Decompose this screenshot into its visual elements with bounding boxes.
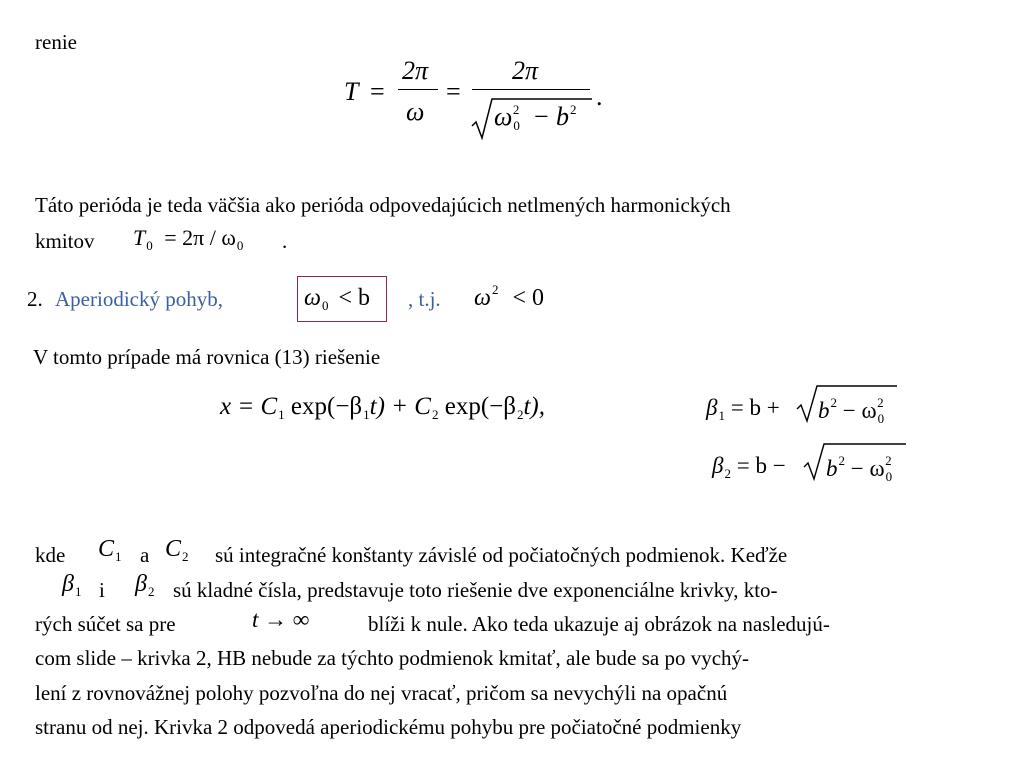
case2-title: Aperiodický pohyb, <box>55 287 223 311</box>
formula-den-omega: $\omega_0^2$ <box>494 102 520 133</box>
p3-C2: $C_2$ <box>165 536 189 564</box>
formula-2pi-num1: 2π <box>402 56 429 85</box>
case2-number: 2. <box>27 287 43 311</box>
p3-line4: com slide – krivka 2, HB nebude za týchto podmienok kmitať, ale bude sa po vychý- <box>35 646 750 670</box>
p1-line2-end: . <box>282 229 288 253</box>
solution-formula: $x = C_1$ $\exp(-\beta_1t) + C_2$ $\exp(-\beta_2t)$, <box>220 393 546 422</box>
p1-line1: Táto perióda je teda väčšia ako perióda odpovedajúcich netlmených harmonických <box>35 193 731 217</box>
p3-line3-start: rých súčet sa pre <box>35 612 176 636</box>
case2-condition: $\omega_0 < b$ <box>304 285 370 313</box>
formula-den-minus: − <box>534 102 549 131</box>
T0-formula: $T_0 = 2\pi / \omega_0$ <box>133 225 244 253</box>
case2-omega-sq: $\omega^2 < 0$ <box>474 282 544 311</box>
beta1-formula: $\beta_1 = b$ + <box>706 395 780 423</box>
p3-line6: stranu od nej. Krivka 2 odpovedá aperiodickému pohybu pre počiatočné podmienky <box>35 715 742 739</box>
p3-line1-rest: sú integračné konštanty závislé od počiatočných podmienok. Keďže <box>215 543 788 567</box>
beta2-formula: $\beta_2 = b$ − <box>712 453 786 481</box>
formula-eq2: = <box>446 77 461 106</box>
beta1-radicand: $b^2 - \omega_0^2$ <box>818 395 885 426</box>
fraction-bar-1 <box>398 89 438 90</box>
beta2-radicand: $b^2 - \omega_0^2$ <box>826 453 893 484</box>
formula-T: T <box>344 77 359 106</box>
p2-text: V tomto prípade má rovnica (13) riešenie <box>33 345 381 369</box>
heading-fragment: renie <box>35 30 77 54</box>
formula-omega-den: ω <box>406 97 425 126</box>
p3-line5: lení z rovnovážnej polohy pozvoľna do nej vracať, pričom sa nevychýli na opačnú <box>35 681 728 705</box>
fraction-bar-2 <box>472 89 590 90</box>
case2-tj: , t.j. <box>408 287 441 311</box>
formula-eq1: = <box>370 77 385 106</box>
p3-C1: $C_1$ <box>98 536 122 564</box>
p3-i: i <box>99 578 105 602</box>
formula-2pi-num2: 2π <box>512 56 539 85</box>
formula-period-end: . <box>596 82 603 111</box>
p3-line3-rest: blíži k nule. Ako teda ukazuje aj obrázok na nasledujú- <box>368 612 830 636</box>
p1-line2-start: kmitov <box>35 229 95 253</box>
p3-a: a <box>140 543 150 567</box>
formula-den-b: $b^2$ <box>556 102 577 131</box>
p3-line2-rest: sú kladné čísla, predstavuje toto riešenie dve exponenciálne krivky, kto- <box>173 578 778 602</box>
p3-beta1: $\beta_1$ <box>62 571 82 599</box>
p3-beta2: $\beta_2$ <box>135 571 155 599</box>
p3-t-infinity: t → ∞ <box>252 607 310 632</box>
p3-kde: kde <box>35 543 66 567</box>
